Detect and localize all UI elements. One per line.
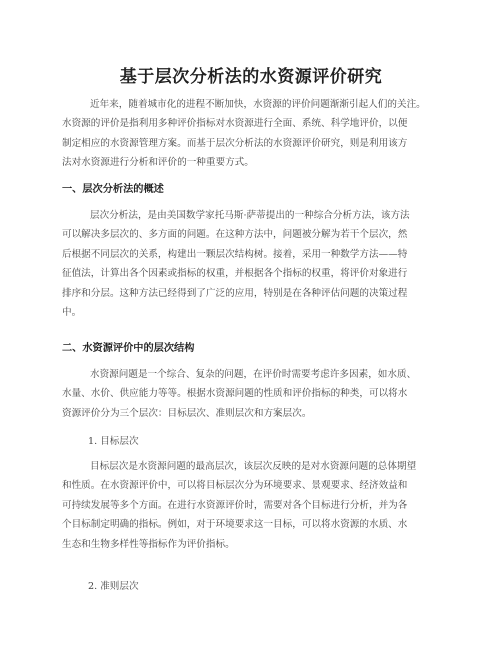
subsection1-paragraph [62, 457, 440, 554]
text-line: 征值法，计算出各个因素或指标的权重，并根据各个指标的权重，将评价对象进行 [62, 268, 408, 280]
section-heading-1: 一、层次分析法的概述 [62, 184, 164, 195]
text-line: 制定相应的水资源管理方案。而基于层次分析法的水资源评价研究，则是利用该方 [62, 137, 408, 149]
section1-paragraph [62, 206, 440, 322]
text-line: 中。 [62, 307, 82, 319]
text-line: 和性质。在水资源评价中，可以将目标层次分为环境要求、景观要求、经济效益和 [62, 480, 408, 492]
text-line: 层次分析法，是由美国数学家托马斯·萨蒂提出的一种综合分析方法，该方法 [90, 210, 410, 221]
text-line: 后根据不同层次的关系，构建出一颗层次结构树。接着，采用一种数学方法——特 [62, 248, 408, 260]
intro-paragraph [62, 95, 440, 173]
section-heading-2: 二、水资源评价中的层次结构 [62, 343, 195, 354]
text-line: 生态和生物多样性等指标作为评价指标。 [62, 538, 235, 550]
text-line: 法对水资源进行分析和评价的一种重要方式。 [62, 157, 254, 169]
text-line: 目标层次是水资源问题的最高层次，该层次反映的是对水资源问题的总体期望 [90, 461, 417, 472]
text-line: 个目标制定明确的指标。例如，对于环境要求这一目标，可以将水资源的水质、水 [62, 519, 408, 531]
text-line: 水资源的评价是指利用多种评价指标对水资源进行全面、系统、科学地评价，以便 [62, 118, 408, 130]
subsection-heading-1: 1. 目标层次 [88, 436, 139, 447]
text-line: 可以解决多层次的、多方面的问题。在这种方法中，问题被分解为若干个层次，然 [62, 229, 408, 241]
text-line: 水资源问题是一个综合、复杂的问题，在评价时需要考虑许多因素，如水质、 [90, 369, 417, 380]
text-line: 可持续发展等多个方面。在进行水资源评价时，需要对各个目标进行分析，并为各 [62, 499, 408, 511]
text-line: 资源评价分为三个层次：目标层次、准则层次和方案层次。 [62, 407, 312, 419]
document-title: 基于层次分析法的水资源评价研究 [119, 67, 383, 87]
subsection-heading-2: 2. 准则层次 [88, 581, 139, 592]
text-line: 排序和分层。这种方法已经得到了广泛的应用，特别是在各种评估问题的决策过程 [62, 287, 408, 299]
section2-paragraph [62, 365, 440, 423]
text-line: 近年来，随着城市化的进程不断加快，水资源的评价问题渐渐引起人们的关注。 [90, 99, 426, 110]
text-line: 水量、水价、供应能力等等。根据水资源问题的性质和评价指标的种类，可以将水 [62, 388, 408, 400]
